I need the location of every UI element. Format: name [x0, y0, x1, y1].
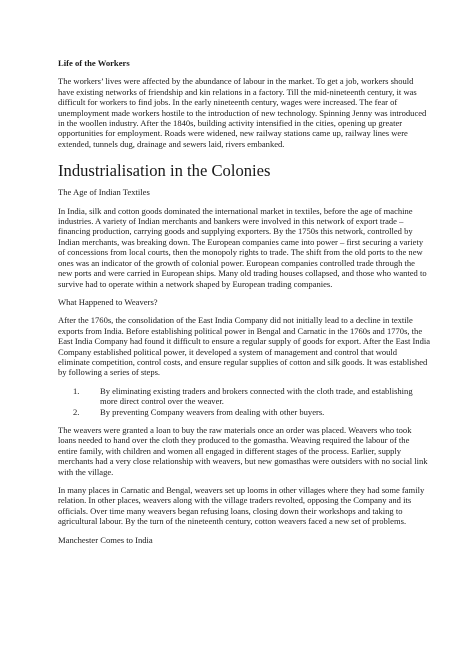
document-page	[58, 58, 430, 553]
subheading-weavers: What Happened to Weavers?	[58, 296, 158, 307]
paragraph-weavers: After the 1760s, the consolidation of the East India Company did not initially lead to a decline in textile exports from India. Before establishing political power in Bengal and Carnatic in the 1760s and 1770s, the East India Company had found it difficult to ensure a regular supply of goods for export. After the East India Company established political power, it developed a system of management and control that would eliminate competition, control costs, and ensure regular supplies of cotton and silk goods. It was established by following a series of steps.	[58, 315, 431, 378]
paragraph-indian-textiles: In India, silk and cotton goods dominated the international market in textiles, before the age of machine industries. A variety of Indian merchants and bankers were involved in this network of export trade – financing production, carrying goods and supplying exporters. By the 1750s this network, controlled by Indian merchants, was breaking down. The European companies came into power – first securing a variety of concessions from local courts, then the monopoly rights to trade. The shift from the old ports to the new ones was an indicator of the growth of colonial power. European companies controlled trade through the new ports and were carried in European ships. Many old trading houses collapsed, and those who wanted to survive had to operate within a network shaped by European trading companies.	[58, 205, 427, 289]
list-item-number: 2.	[73, 406, 80, 417]
paragraph-life-of-workers: The workers’ lives were affected by the abundance of labour in the market. To get a job, workers should have existing networks of friendship and kin relations in a factory. Till the mid-nineteenth century, it was difficult for workers to find jobs. In the early nineteenth century, wages were increased. The fear of unemployment made workers hostile to the introduction of new technology. Spinning Jenny was introduced in the woollen industry. After the 1840s, building activity intensified in the cities, opening up greater opportunities for employment. Roads were widened, new railway stations came up, railway lines were extended, tunnels dug, drainage and sewers laid, rivers embanked.	[58, 76, 427, 149]
section-title-industrialisation: Industrialisation in the Colonies	[58, 161, 271, 181]
list-item-number: 1.	[73, 385, 80, 396]
section-heading-life-of-workers: Life of the Workers	[58, 58, 130, 68]
paragraph-loans-gomastha: The weavers were granted a loan to buy the raw materials once an order was placed. Weavers who took loans needed to hand over the cloth they produced to the gomastha. Weaving required the labour of the entire family, with children and women all engaged in different stages of the process. Earlier, supply merchants had a very close relationship with weavers, but new gomasthas were outsiders with no social link with the village.	[58, 424, 428, 477]
list-item-text: By eliminating existing traders and brokers connected with the cloth trade, and establishing more direct control over the weaver.	[100, 385, 413, 407]
paragraph-weaver-resistance: In many places in Carnatic and Bengal, weavers set up looms in other villages where they had some family relation. In other places, weavers along with the village traders revolted, opposing the Company and its officials. Over time many weavers began refusing loans, closing down their workshops and taking to agricultural labour. By the turn of the nineteenth century, cotton weavers faced a new set of problems.	[58, 485, 425, 527]
subheading-manchester: Manchester Comes to India	[58, 534, 153, 545]
list-item-text: By preventing Company weavers from dealing with other buyers.	[100, 406, 325, 417]
subheading-age-of-indian-textiles: The Age of Indian Textiles	[58, 187, 150, 198]
list-item	[73, 386, 430, 407]
steps-list	[58, 386, 430, 417]
list-item	[73, 407, 430, 417]
